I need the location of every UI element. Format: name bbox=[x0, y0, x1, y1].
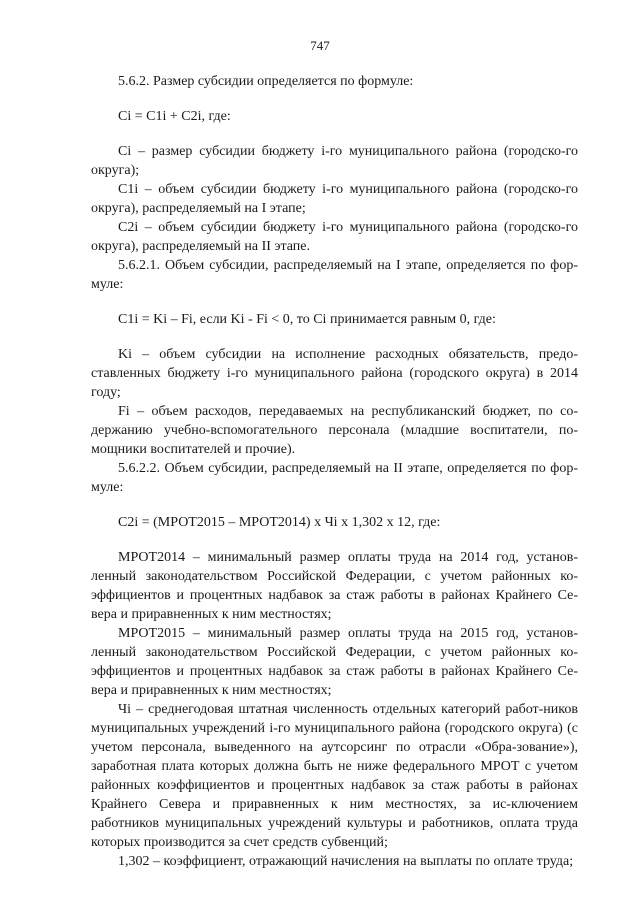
definition-coefficient: 1,302 – коэффициент, отражающий начисления на выплаты по оплате труда; bbox=[118, 854, 574, 869]
definition-ci: Ci – размер субсидии бюджету i-го муниципального района (городско-го округа); bbox=[91, 144, 578, 178]
page-number: 747 bbox=[310, 38, 330, 53]
paragraph-5-6-2-2: 5.6.2.2. Объем субсидии, распределяемый на II этапе, определяется по фор-муле: bbox=[91, 461, 578, 495]
paragraph-5-6-2: 5.6.2. Размер субсидии определяется по формуле: bbox=[118, 74, 414, 89]
definition-c1i: C1i – объем субсидии бюджету i-го муниципального района (городско-го округа), распределяемый на I этапе; bbox=[91, 182, 578, 216]
definition-c2i: C2i – объем субсидии бюджету i-го муниципального района (городско-го округа), распределяемый на II этапе. bbox=[91, 220, 578, 254]
definition-mrot2015: МРОТ2015 – минимальный размер оплаты труда на 2015 год, установ-ленный законодательством Российской Федерации, с учетом районных ко-эффициентов и процентных надбавок за стаж работы в районах Крайнего Се-вера и приравненных к ним местностях; bbox=[91, 626, 578, 698]
formula-ci: Ci = C1i + C2i, где: bbox=[118, 109, 231, 124]
paragraph-5-6-2-1: 5.6.2.1. Объем субсидии, распределяемый на I этапе, определяется по фор-муле: bbox=[91, 258, 578, 292]
document-body bbox=[91, 72, 578, 871]
definition-mrot2014: МРОТ2014 – минимальный размер оплаты труда на 2014 год, установ-ленный законодательством Российской Федерации, с учетом районных ко-эффициентов и процентных надбавок за стаж работы в районах Крайнего Се-вера и приравненных к ним местностях; bbox=[91, 550, 578, 622]
definition-ki: Ki – объем субсидии на исполнение расходных обязательств, предо-ставленных бюджету i-го муниципального района (городского округа) в 2014 году; bbox=[91, 347, 578, 400]
formula-c2i: C2i = (МРОТ2015 – МРОТ2014) х Чi х 1,302 х 12, где: bbox=[118, 515, 441, 530]
definition-fi: Fi – объем расходов, передаваемых на республиканский бюджет, по со-держанию учебно-вспомогательного персонала (младшие воспитатели, по-мощники воспитателей и прочие). bbox=[91, 404, 578, 457]
formula-c1i: C1i = Ki – Fi, если Ki - Fi < 0, то Ci принимается равным 0, где: bbox=[118, 312, 496, 327]
definition-chi: Чi – среднегодовая штатная численность отдельных категорий работ-ников муниципальных учреждений i-го муниципального района (городского округа) (с учетом персонала, выведенного на аутсорсинг по отрасли «Обра-зование»), заработная плата которых должна быть не ниже федерального МРОТ с учетом районных коэффициентов и процентных надбавок за стаж работы в районах Крайнего Севера и приравненных к ним местностях, за ис-ключением работников муниципальных учреждений культуры и работников, оплата труда которых производится за счет средств субвенций; bbox=[91, 702, 578, 850]
